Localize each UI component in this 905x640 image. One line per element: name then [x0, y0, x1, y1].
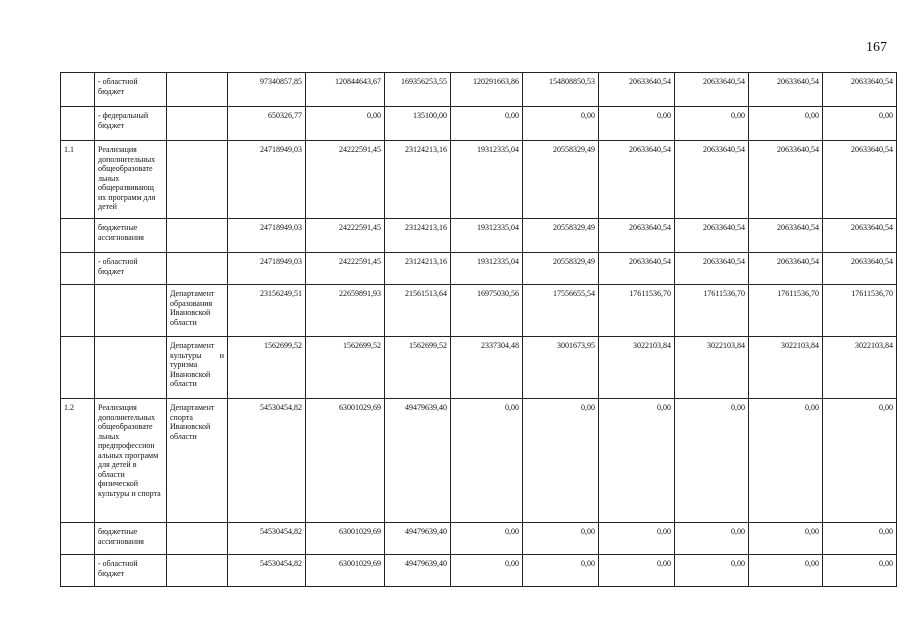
value-cell: 20633640,54 [675, 253, 749, 285]
value-cell: 0,00 [599, 555, 675, 587]
value-cell: 24718949,03 [228, 219, 306, 253]
value-cell: 0,00 [451, 555, 523, 587]
row-name-cell: - областной бюджет [95, 555, 167, 587]
value-cell: 24222591,45 [306, 141, 385, 219]
value-cell: 20633640,54 [599, 141, 675, 219]
value-cell: 0,00 [675, 399, 749, 523]
row-number-cell [61, 73, 95, 107]
value-cell: 2337304,48 [451, 337, 523, 399]
row-number-cell [61, 337, 95, 399]
value-cell: 21561513,64 [385, 285, 451, 337]
table-row [61, 73, 897, 107]
value-cell: 23124213,16 [385, 219, 451, 253]
value-cell: 63001029,69 [306, 555, 385, 587]
value-cell: 20633640,54 [599, 73, 675, 107]
value-cell: 1562699,52 [385, 337, 451, 399]
executor-cell [167, 523, 228, 555]
executor-cell: Департамент образования Ивановской области [167, 285, 228, 337]
value-cell: 0,00 [451, 523, 523, 555]
value-cell: 0,00 [749, 399, 823, 523]
value-cell: 135100,00 [385, 107, 451, 141]
value-cell: 120844643,67 [306, 73, 385, 107]
table-row [61, 219, 897, 253]
row-number-cell [61, 555, 95, 587]
value-cell: 3022103,84 [675, 337, 749, 399]
value-cell: 20633640,54 [823, 253, 897, 285]
value-cell: 0,00 [823, 399, 897, 523]
value-cell: 3001673,95 [523, 337, 599, 399]
value-cell: 49479639,40 [385, 555, 451, 587]
row-name-cell: Реализация дополнительных общеобразовате льных общеразвивающ их программ для детей [95, 141, 167, 219]
value-cell: 24222591,45 [306, 219, 385, 253]
value-cell: 154808850,53 [523, 73, 599, 107]
value-cell: 0,00 [675, 555, 749, 587]
value-cell: 1562699,52 [306, 337, 385, 399]
value-cell: 54530454,82 [228, 555, 306, 587]
value-cell: 0,00 [823, 107, 897, 141]
value-cell: 19312335,04 [451, 219, 523, 253]
value-cell: 20633640,54 [823, 141, 897, 219]
value-cell: 17611536,70 [749, 285, 823, 337]
value-cell: 54530454,82 [228, 399, 306, 523]
table-row [61, 253, 897, 285]
table-row [61, 141, 897, 219]
executor-cell [167, 219, 228, 253]
value-cell: 97340857,85 [228, 73, 306, 107]
value-cell: 63001029,69 [306, 523, 385, 555]
value-cell: 0,00 [823, 555, 897, 587]
executor-cell [167, 555, 228, 587]
value-cell: 650326,77 [228, 107, 306, 141]
value-cell: 20633640,54 [675, 141, 749, 219]
row-name-cell: бюджетные ассигнования [95, 219, 167, 253]
table-row [61, 285, 897, 337]
table-body [61, 73, 897, 587]
value-cell: 24718949,03 [228, 253, 306, 285]
value-cell: 20633640,54 [675, 73, 749, 107]
row-name-cell [95, 337, 167, 399]
value-cell: 1562699,52 [228, 337, 306, 399]
value-cell: 3022103,84 [823, 337, 897, 399]
value-cell: 0,00 [523, 107, 599, 141]
value-cell: 169356253,55 [385, 73, 451, 107]
row-name-cell: бюджетные ассигнования [95, 523, 167, 555]
row-name-cell [95, 285, 167, 337]
row-name-cell: - областной бюджет [95, 73, 167, 107]
value-cell: 20633640,54 [823, 73, 897, 107]
value-cell: 17611536,70 [599, 285, 675, 337]
value-cell: 20633640,54 [823, 219, 897, 253]
value-cell: 20558329,49 [523, 219, 599, 253]
executor-cell [167, 141, 228, 219]
value-cell: 0,00 [823, 523, 897, 555]
budget-table [60, 72, 897, 587]
value-cell: 0,00 [749, 107, 823, 141]
value-cell: 0,00 [523, 555, 599, 587]
value-cell: 0,00 [451, 107, 523, 141]
value-cell: 24718949,03 [228, 141, 306, 219]
table-row [61, 399, 897, 523]
value-cell: 17611536,70 [675, 285, 749, 337]
value-cell: 3022103,84 [749, 337, 823, 399]
value-cell: 17611536,70 [823, 285, 897, 337]
executor-cell [167, 253, 228, 285]
value-cell: 19312335,04 [451, 141, 523, 219]
executor-cell [167, 107, 228, 141]
table-row [61, 337, 897, 399]
value-cell: 24222591,45 [306, 253, 385, 285]
value-cell: 0,00 [523, 523, 599, 555]
value-cell: 120291663,86 [451, 73, 523, 107]
value-cell: 16975030,56 [451, 285, 523, 337]
row-number-cell [61, 523, 95, 555]
value-cell: 20558329,49 [523, 141, 599, 219]
value-cell: 3022103,84 [599, 337, 675, 399]
value-cell: 23124213,16 [385, 141, 451, 219]
executor-cell: Департамент культуры и туризма Ивановской области [167, 337, 228, 399]
value-cell: 63001029,69 [306, 399, 385, 523]
page-number: 167 [866, 40, 887, 55]
row-number-cell: 1.2 [61, 399, 95, 523]
value-cell: 0,00 [599, 399, 675, 523]
row-number-cell [61, 285, 95, 337]
value-cell: 17556655,54 [523, 285, 599, 337]
value-cell: 23124213,16 [385, 253, 451, 285]
value-cell: 0,00 [306, 107, 385, 141]
value-cell: 0,00 [599, 107, 675, 141]
table-row [61, 523, 897, 555]
value-cell: 54530454,82 [228, 523, 306, 555]
value-cell: 20633640,54 [599, 253, 675, 285]
table-row [61, 555, 897, 587]
row-name-cell: - областной бюджет [95, 253, 167, 285]
value-cell: 20633640,54 [749, 73, 823, 107]
row-name-cell: Реализация дополнительных общеобразовате льных предпрофессион альных программ для детей в области физической культуры и спорта [95, 399, 167, 523]
value-cell: 20633640,54 [749, 141, 823, 219]
executor-cell: Департамент спорта Ивановской области [167, 399, 228, 523]
row-number-cell [61, 107, 95, 141]
row-number-cell [61, 253, 95, 285]
value-cell: 20633640,54 [749, 219, 823, 253]
row-number-cell: 1.1 [61, 141, 95, 219]
value-cell: 49479639,40 [385, 523, 451, 555]
value-cell: 0,00 [749, 523, 823, 555]
value-cell: 20558329,49 [523, 253, 599, 285]
value-cell: 49479639,40 [385, 399, 451, 523]
value-cell: 19312335,04 [451, 253, 523, 285]
value-cell: 0,00 [523, 399, 599, 523]
value-cell: 0,00 [451, 399, 523, 523]
value-cell: 22659891,93 [306, 285, 385, 337]
value-cell: 20633640,54 [675, 219, 749, 253]
value-cell: 20633640,54 [599, 219, 675, 253]
value-cell: 0,00 [675, 107, 749, 141]
table-row [61, 107, 897, 141]
executor-cell [167, 73, 228, 107]
row-name-cell: - федеральный бюджет [95, 107, 167, 141]
value-cell: 0,00 [749, 555, 823, 587]
value-cell: 0,00 [599, 523, 675, 555]
value-cell: 0,00 [675, 523, 749, 555]
value-cell: 23156249,51 [228, 285, 306, 337]
row-number-cell [61, 219, 95, 253]
value-cell: 20633640,54 [749, 253, 823, 285]
